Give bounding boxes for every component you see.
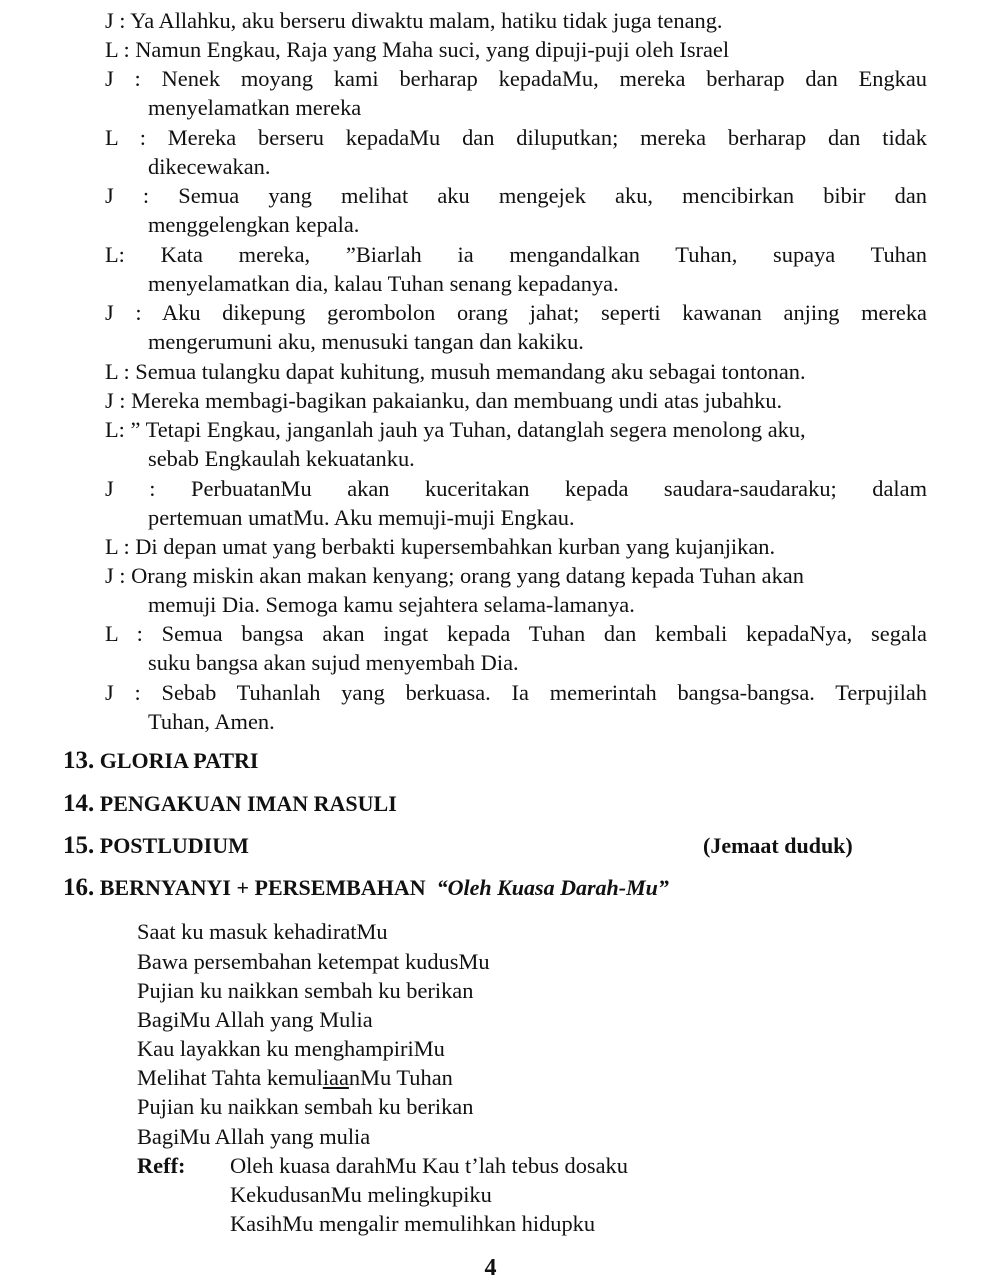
section-heading [63, 831, 853, 861]
responsive-line: J : Semua yang melihat aku mengejek aku, mencibirkan bibir dan menggelengkan kepala. [105, 183, 927, 237]
lyric-line: Kau layakkan ku menghampiriMu [137, 1036, 445, 1061]
section-number: 14. [63, 790, 95, 817]
responsive-line: L : Di depan umat yang berbakti kupersembahkan kurban yang kujanjikan. [105, 534, 776, 559]
section-title: GLORIA PATRI [99, 748, 259, 773]
responsive-line: L : Namun Engkau, Raja yang Maha suci, yang dipuji-puji oleh Israel [105, 37, 730, 62]
section-title: BERNYANYI + PERSEMBAHAN [99, 875, 426, 900]
lyric-line: BagiMu Allah yang Mulia [137, 1007, 373, 1032]
section-number: 15. [63, 832, 95, 859]
lyric-line: Saat ku masuk kehadiratMu [137, 919, 388, 944]
responsive-line: L : Semua bangsa akan ingat kepada Tuhan dan kembali kepadaNya, segala suku bangsa akan sujud menyembah Dia. [105, 621, 927, 675]
lyric-line: Melihat Tahta kemuliaanMu Tuhan [137, 1065, 453, 1090]
section-number: 13. [63, 747, 95, 774]
responsive-line: J : Mereka membagi-bagikan pakaianku, dan membuang undi atas jubahku. [105, 388, 783, 413]
section-title: POSTLUDIUM [99, 833, 249, 858]
lyric-line: Pujian ku naikkan sembah ku berikan [137, 1094, 474, 1119]
page-number: 4 [484, 1255, 497, 1281]
responsive-line: L : Mereka berseru kepadaMu dan diluputkan; mereka berharap dan tidak dikecewakan. [105, 125, 927, 179]
section-heading [63, 789, 397, 819]
section-heading [63, 746, 258, 776]
responsive-line: J : Orang miskin akan makan kenyang; orang yang datang kepada Tuhan akan memuji Dia. Semoga kamu sejahtera selama-lamanya. [105, 563, 804, 617]
lyric-line: BagiMu Allah yang mulia [137, 1124, 371, 1149]
responsive-line: J : Aku dikepung gerombolon orang jahat; seperti kawanan anjing mereka mengerumuni aku, menusuki tangan dan kakiku. [105, 300, 927, 354]
responsive-line: J : Nenek moyang kami berharap kepadaMu, mereka berharap dan Engkau menyelamatkan mereka [105, 66, 927, 120]
song-title: “Oleh Kuasa Darah-Mu” [436, 875, 669, 900]
responsive-line: L: Kata mereka, ”Biarlah ia mengandalkan Tuhan, supaya Tuhan menyelamatkan dia, kalau Tuhan senang kepadanya. [105, 242, 927, 296]
lyric-line: Pujian ku naikkan sembah ku berikan [137, 978, 474, 1003]
responsive-line: J : Ya Allahku, aku berseru diwaktu malam, hatiku tidak juga tenang. [105, 8, 723, 33]
responsive-line: J : PerbuatanMu akan kuceritakan kepada saudara-saudaraku; dalam pertemuan umatMu. Aku memuji-muji Engkau. [105, 476, 927, 530]
refrain-label: Reff: [137, 1153, 186, 1178]
section-number: 16. [63, 874, 95, 901]
responsive-line: J : Sebab Tuhanlah yang berkuasa. Ia memerintah bangsa-bangsa. Terpujilah Tuhan, Amen. [105, 680, 927, 734]
lyric-line: Bawa persembahan ketempat kudusMu [137, 949, 490, 974]
document-page: J : Ya Allahku, aku berseru diwaktu malam, hatiku tidak juga tenang. L : Namun Engkau, Raja yang Maha suci, yang dipuji-puji oleh Israel J : Nenek moyang kami berharap kepadaMu, mereka berharap dan Engkau menyelamatkan mereka L : Mereka berseru kepadaMu dan diluputkan; mereka berharap dan tidak dikecewakan. J : Semua yang melihat aku mengejek aku, mencibirkan bibir dan menggelengkan kepala. L: Kata mereka, ”Biarlah ia mengandalkan Tuhan, supaya Tuhan menyelamatkan dia, kalau Tuhan senang kepadanya. J : Aku dikepung gerombolon orang jahat; seperti kawanan anjing mereka mengerumuni aku, menusuki tangan dan kakiku. L : Semua tulangku dapat kuhitung, musuh memandang aku sebagai tontonan. J : Mereka membagi-bagikan pakaianku, dan membuang undi atas jubahku. L: ” Tetapi Engkau, janganlah jauh ya Tuhan, datanglah segera menolong aku, sebab Engkaulah kekuatanku. J : PerbuatanMu akan kuceritakan kepada saudara-saudaraku; dalam pertemuan umatMu. Aku memuji-muji Engkau. L : Di depan umat yang berbakti kupersembahkan kurban yang kujanjikan. J : Orang miskin akan makan kenyang; orang yang datang kepada Tuhan akan memuji Dia. Semoga kamu sejahtera selama-lamanya. L : Semua bangsa akan ingat kepada Tuhan dan kembali kepadaNya, segala suku bangsa akan sujud menyembah Dia. J : Sebab Tuhanlah yang berkuasa. Ia memerintah bangsa-bangsa. Terpujilah Tuhan, Amen. 13. GLORIA PATRI 14. PENGAKUAN IMAN RASULI 15. POSTLUDIUM (Jemaat duduk) 16. BERNYANYI + PERSEMBAHAN “Oleh Kuasa Darah-Mu” Saat ku masuk kehadiratMu Bawa persembahan ketempat kudusMu Pujian ku naikkan sembah ku berikan BagiMu Allah yang Mulia Kau layakkan ku menghampiriMu Melihat Tahta kemuliaanMu Tuhan Pujian ku naikkan sembah ku berikan BagiMu Allah yang mulia Reff: Oleh kuasa darahMu Kau t’lah tebus dosaku KekudusanMu melingkupiku KasihMu mengalir memulihkan hidupku 4 [0, 0, 981, 1281]
section-title: PENGAKUAN IMAN RASULI [99, 791, 397, 816]
section-heading [63, 873, 669, 903]
section-note: (Jemaat duduk) [703, 833, 853, 858]
responsive-line: L : Semua tulangku dapat kuhitung, musuh memandang aku sebagai tontonan. [105, 359, 806, 384]
responsive-line: L: ” Tetapi Engkau, janganlah jauh ya Tuhan, datanglah segera menolong aku, sebab Engkaulah kekuatanku. [105, 417, 806, 471]
underlined-text: iaa [322, 1065, 349, 1090]
